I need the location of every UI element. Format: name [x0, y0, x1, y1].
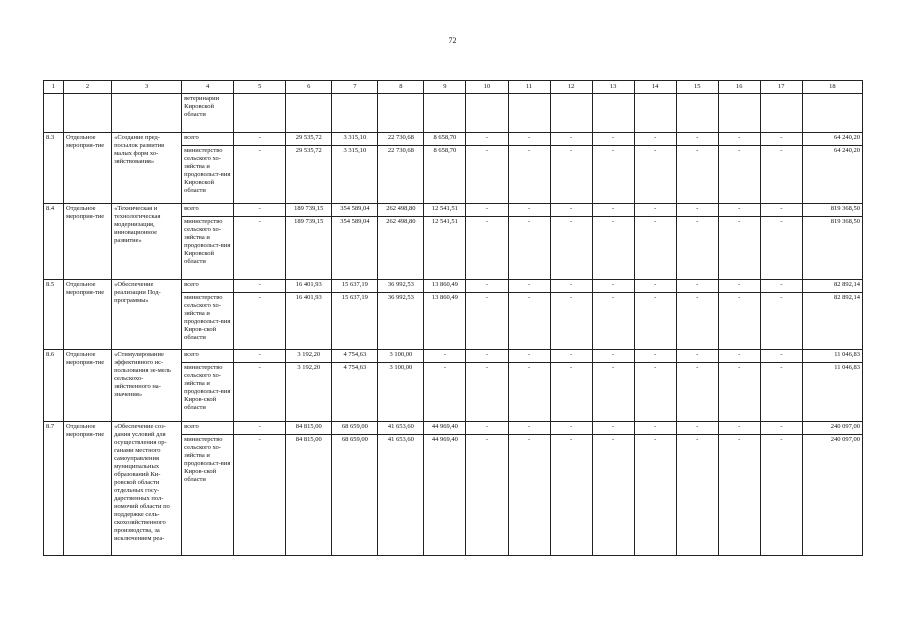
table-row [44, 280, 863, 293]
dash-cell: - [550, 350, 592, 363]
item-number: 8.7 [44, 422, 64, 556]
dash-cell: - [760, 146, 802, 204]
executor-cell: министерство сельского хо-зяйства и продовольст-вия Киров-ской области [182, 363, 234, 422]
dash-cell: - [676, 350, 718, 363]
value-col-18: 819 368,50 [802, 204, 862, 217]
empty-cell [44, 94, 64, 133]
empty-cell [802, 94, 862, 133]
value-col-6: 84 815,00 [286, 435, 332, 556]
dash-cell: - [592, 293, 634, 350]
column-header-15: 15 [676, 81, 718, 94]
dash-cell: - [550, 133, 592, 146]
table-row [44, 204, 863, 217]
dash-cell: - [760, 280, 802, 293]
dash-cell: - [234, 133, 286, 146]
executor-cell: министерство сельского хо-зяйства и продовольст-вия Кировской области [182, 146, 234, 204]
value-col-18: 64 240,20 [802, 146, 862, 204]
value-col-7: 3 315,10 [332, 133, 378, 146]
dash-cell: - [718, 280, 760, 293]
executor-cell: министерство сельского хо-зяйства и продовольст-вия Кировской области [182, 217, 234, 280]
column-header-1: 1 [44, 81, 64, 94]
executor-cell: ветеринарии Кировской области [182, 94, 234, 133]
empty-cell [466, 94, 508, 133]
value-col-6: 16 401,93 [286, 293, 332, 350]
value-col-7: 354 589,04 [332, 217, 378, 280]
item-type: Отдельное мероприя-тие [64, 350, 112, 422]
empty-cell [676, 94, 718, 133]
empty-cell [112, 94, 182, 133]
value-col-6: 189 739,15 [286, 217, 332, 280]
value-col-7: 15 637,19 [332, 280, 378, 293]
dash-cell: - [718, 146, 760, 204]
dash-cell: - [234, 293, 286, 350]
item-type: Отдельное мероприя-тие [64, 204, 112, 280]
table-row [44, 94, 863, 133]
value-col-8: 36 992,53 [378, 280, 424, 293]
table-row [44, 350, 863, 363]
dash-cell: - [676, 146, 718, 204]
dash-cell: - [718, 217, 760, 280]
dash-cell: - [676, 422, 718, 435]
value-col-8: 36 992,53 [378, 293, 424, 350]
dash-cell: - [634, 280, 676, 293]
column-header-4: 4 [182, 81, 234, 94]
dash-cell: - [508, 280, 550, 293]
dash-cell: - [634, 422, 676, 435]
total-label: всего [182, 280, 234, 293]
item-name: «Обеспечение реализации Под-программы» [112, 280, 182, 350]
column-header-6: 6 [286, 81, 332, 94]
dash-cell: - [676, 217, 718, 280]
value-col-6: 84 815,00 [286, 422, 332, 435]
dash-cell: - [676, 435, 718, 556]
page-number: 72 [448, 36, 457, 45]
dash-cell: - [676, 363, 718, 422]
value-col-18: 240 097,00 [802, 422, 862, 435]
dash-cell: - [550, 146, 592, 204]
value-col-7: 4 754,63 [332, 363, 378, 422]
dash-cell: - [508, 146, 550, 204]
column-header-18: 18 [802, 81, 862, 94]
value-col-6: 16 401,93 [286, 280, 332, 293]
table-row [44, 422, 863, 435]
dash-cell: - [234, 217, 286, 280]
column-header-14: 14 [634, 81, 676, 94]
column-header-10: 10 [466, 81, 508, 94]
value-col-6: 189 739,15 [286, 204, 332, 217]
value-col-6: 29 535,72 [286, 146, 332, 204]
table-row [44, 133, 863, 146]
value-col-18: 82 892,14 [802, 293, 862, 350]
dash-cell: - [550, 204, 592, 217]
budget-table [43, 80, 863, 556]
empty-cell [592, 94, 634, 133]
dash-cell: - [234, 435, 286, 556]
dash-cell: - [234, 422, 286, 435]
dash-cell: - [592, 350, 634, 363]
dash-cell: - [634, 204, 676, 217]
value-col-7: 354 589,04 [332, 204, 378, 217]
value-col-8: 41 653,60 [378, 435, 424, 556]
dash-cell: - [718, 133, 760, 146]
value-col-9: 8 658,70 [424, 146, 466, 204]
item-type: Отдельное мероприя-тие [64, 280, 112, 350]
dash-cell: - [718, 204, 760, 217]
dash-cell: - [676, 293, 718, 350]
dash-cell: - [466, 363, 508, 422]
dash-cell: - [550, 363, 592, 422]
value-col-6: 3 192,20 [286, 363, 332, 422]
dash-cell: - [508, 133, 550, 146]
dash-cell: - [718, 422, 760, 435]
column-header-12: 12 [550, 81, 592, 94]
dash-cell: - [634, 363, 676, 422]
dash-cell: - [634, 293, 676, 350]
value-col-18: 240 097,00 [802, 435, 862, 556]
item-name: «Создание пред-посылок развития малых форм хо-зяйствования» [112, 133, 182, 204]
value-col-9: - [424, 363, 466, 422]
dash-cell: - [466, 146, 508, 204]
value-col-18: 819 368,50 [802, 217, 862, 280]
column-header-3: 3 [112, 81, 182, 94]
empty-cell [64, 94, 112, 133]
column-header-17: 17 [760, 81, 802, 94]
dash-cell: - [550, 435, 592, 556]
column-header-11: 11 [508, 81, 550, 94]
value-col-9: 44 969,40 [424, 422, 466, 435]
header-row [44, 81, 863, 94]
value-col-9: 44 969,40 [424, 435, 466, 556]
executor-cell: министерство сельского хо-зяйства и продовольст-вия Киров-ской области [182, 293, 234, 350]
empty-cell [234, 94, 286, 133]
value-col-9: 12 541,51 [424, 217, 466, 280]
empty-cell [508, 94, 550, 133]
dash-cell: - [466, 280, 508, 293]
item-number: 8.4 [44, 204, 64, 280]
empty-cell [286, 94, 332, 133]
dash-cell: - [234, 204, 286, 217]
value-col-9: 13 860,49 [424, 293, 466, 350]
dash-cell: - [634, 217, 676, 280]
dash-cell: - [550, 422, 592, 435]
dash-cell: - [718, 293, 760, 350]
dash-cell: - [592, 363, 634, 422]
dash-cell: - [676, 280, 718, 293]
item-number: 8.5 [44, 280, 64, 350]
column-header-9: 9 [424, 81, 466, 94]
value-col-18: 11 046,83 [802, 350, 862, 363]
dash-cell: - [718, 350, 760, 363]
dash-cell: - [760, 350, 802, 363]
dash-cell: - [592, 217, 634, 280]
value-col-7: 68 659,00 [332, 435, 378, 556]
dash-cell: - [466, 435, 508, 556]
dash-cell: - [466, 293, 508, 350]
dash-cell: - [592, 280, 634, 293]
dash-cell: - [718, 435, 760, 556]
value-col-8: 3 100,00 [378, 363, 424, 422]
dash-cell: - [508, 293, 550, 350]
column-header-5: 5 [234, 81, 286, 94]
value-col-8: 262 498,80 [378, 217, 424, 280]
empty-cell [634, 94, 676, 133]
total-label: всего [182, 133, 234, 146]
executor-cell: министерство сельского хо-зяйства и продовольст-вия Киров-ской области [182, 435, 234, 556]
column-header-7: 7 [332, 81, 378, 94]
value-col-8: 41 653,60 [378, 422, 424, 435]
empty-cell [550, 94, 592, 133]
dash-cell: - [676, 204, 718, 217]
dash-cell: - [718, 363, 760, 422]
empty-cell [424, 94, 466, 133]
value-col-8: 22 730,68 [378, 146, 424, 204]
empty-cell [718, 94, 760, 133]
dash-cell: - [508, 204, 550, 217]
item-type: Отдельное мероприя-тие [64, 133, 112, 204]
dash-cell: - [508, 350, 550, 363]
empty-cell [760, 94, 802, 133]
dash-cell: - [508, 363, 550, 422]
dash-cell: - [466, 422, 508, 435]
dash-cell: - [760, 422, 802, 435]
dash-cell: - [592, 133, 634, 146]
dash-cell: - [234, 350, 286, 363]
column-header-8: 8 [378, 81, 424, 94]
dash-cell: - [634, 146, 676, 204]
value-col-7: 4 754,63 [332, 350, 378, 363]
total-label: всего [182, 204, 234, 217]
value-col-6: 3 192,20 [286, 350, 332, 363]
dash-cell: - [508, 217, 550, 280]
dash-cell: - [760, 133, 802, 146]
empty-cell [332, 94, 378, 133]
item-name: «Стимулирование эффективного ис-пользования зе-мель сельскохо-зяйственного на-значения» [112, 350, 182, 422]
dash-cell: - [760, 435, 802, 556]
value-col-8: 3 100,00 [378, 350, 424, 363]
dash-cell: - [466, 133, 508, 146]
value-col-9: 12 541,51 [424, 204, 466, 217]
dash-cell: - [592, 435, 634, 556]
dash-cell: - [550, 280, 592, 293]
dash-cell: - [466, 204, 508, 217]
value-col-9: - [424, 350, 466, 363]
value-col-7: 3 315,10 [332, 146, 378, 204]
value-col-8: 262 498,80 [378, 204, 424, 217]
dash-cell: - [234, 363, 286, 422]
dash-cell: - [508, 435, 550, 556]
dash-cell: - [550, 217, 592, 280]
value-col-7: 15 637,19 [332, 293, 378, 350]
value-col-18: 82 892,14 [802, 280, 862, 293]
dash-cell: - [760, 293, 802, 350]
item-type: Отдельное мероприя-тие [64, 422, 112, 556]
dash-cell: - [508, 422, 550, 435]
value-col-18: 11 046,83 [802, 363, 862, 422]
value-col-8: 22 730,68 [378, 133, 424, 146]
column-header-13: 13 [592, 81, 634, 94]
value-col-7: 68 659,00 [332, 422, 378, 435]
column-header-16: 16 [718, 81, 760, 94]
value-col-9: 13 860,49 [424, 280, 466, 293]
item-name: «Обеспечение соз-дания условий для осуществления ор-ганами местного самоуправления муниципальных образований Ки-ровской области отдельных госу-дарственных пол-номочий области по поддержке сель-скохозяйственного производства, за исключением реа- [112, 422, 182, 556]
item-number: 8.3 [44, 133, 64, 204]
dash-cell: - [760, 204, 802, 217]
column-header-2: 2 [64, 81, 112, 94]
dash-cell: - [466, 217, 508, 280]
dash-cell: - [234, 146, 286, 204]
dash-cell: - [634, 350, 676, 363]
dash-cell: - [592, 204, 634, 217]
item-name: «Техническая и технологическая модернизация, инновационное развитие» [112, 204, 182, 280]
dash-cell: - [760, 363, 802, 422]
value-col-6: 29 535,72 [286, 133, 332, 146]
dash-cell: - [676, 133, 718, 146]
dash-cell: - [466, 350, 508, 363]
dash-cell: - [634, 133, 676, 146]
total-label: всего [182, 350, 234, 363]
item-number: 8.6 [44, 350, 64, 422]
dash-cell: - [592, 146, 634, 204]
value-col-18: 64 240,20 [802, 133, 862, 146]
value-col-9: 8 658,70 [424, 133, 466, 146]
total-label: всего [182, 422, 234, 435]
empty-cell [378, 94, 424, 133]
dash-cell: - [760, 217, 802, 280]
dash-cell: - [550, 293, 592, 350]
dash-cell: - [634, 435, 676, 556]
dash-cell: - [234, 280, 286, 293]
dash-cell: - [592, 422, 634, 435]
